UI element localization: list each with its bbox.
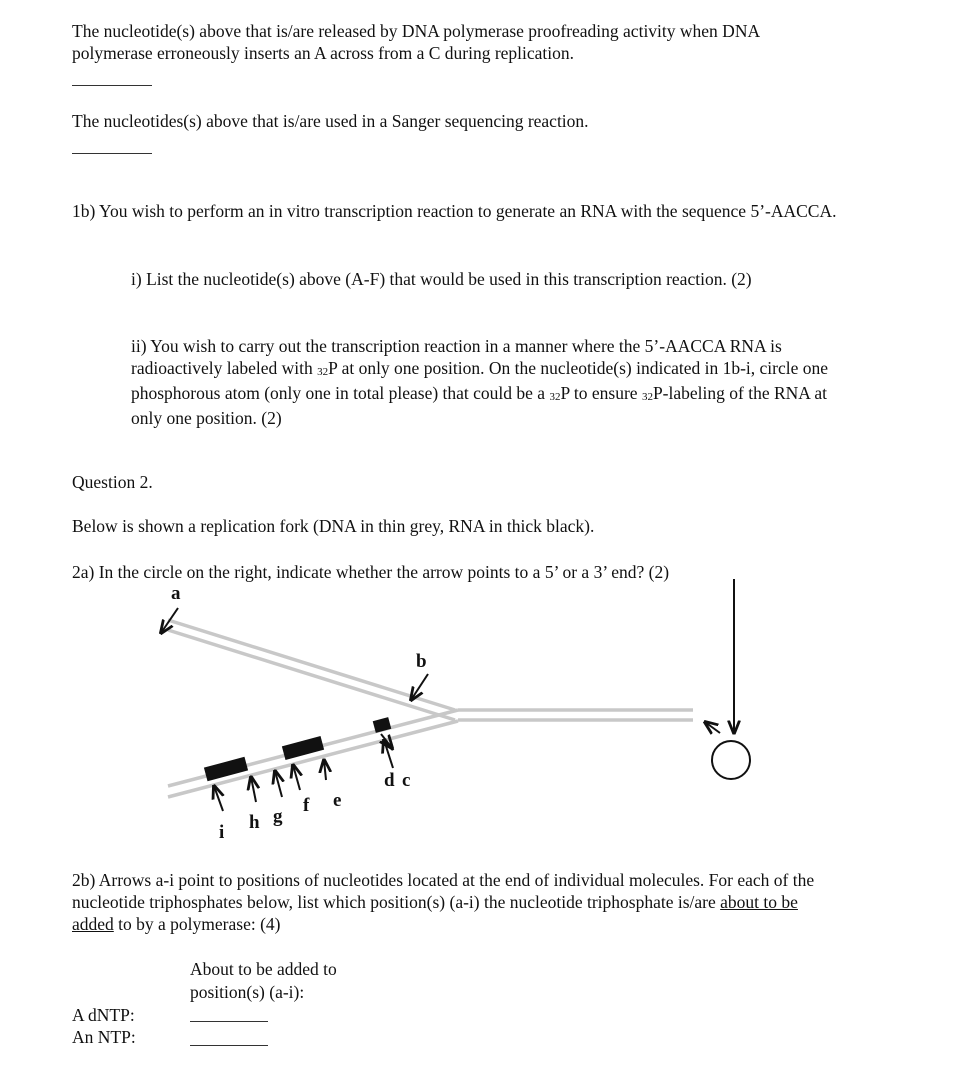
q1b-ii-part3: P to ensure [560, 383, 642, 403]
q1b-ii-part4: P-labeling of the RNA at only one position. (2) [131, 383, 827, 428]
row-label-ntp: An NTP: [72, 1027, 136, 1047]
label-d: d [384, 770, 395, 791]
answer-blank-ntp[interactable] [190, 1045, 268, 1046]
answer-blank-dntp[interactable] [190, 1021, 268, 1022]
arrow-h [251, 777, 256, 802]
rna-primer-3 [373, 717, 392, 733]
arrow-f [293, 765, 300, 790]
answer-column-header-line1: About to be added to [190, 959, 337, 979]
fork-description: Below is shown a replication fork (DNA in thin grey, RNA in thick black). [72, 516, 595, 536]
label-i: i [219, 822, 225, 843]
label-f: f [303, 795, 310, 816]
q2b-prompt [72, 869, 842, 935]
q1b-ii-part2: P at only one position. On the nucleotide(s) indicated in 1b-i, circle one phosphorous atom (only one in total please) that could be a [131, 358, 829, 403]
q1b-ii-part1: ii) You wish to carry out the transcription reaction in a manner where the 5’-AACCA RNA is radioactively labeled with [131, 336, 782, 378]
rna-primers [204, 717, 391, 781]
q1b-i-prompt: i) List the nucleotide(s) above (A-F) that would be used in this transcription reaction. (2) [131, 269, 752, 289]
arrow-i [214, 786, 223, 811]
dna-duplex-right [458, 710, 693, 720]
q2b-part3: to by a polymerase: (4) [113, 914, 281, 934]
arrow-e [324, 760, 326, 780]
arrow-g [275, 771, 282, 797]
q2b-part1: 2b) Arrows a-i point to positions of nucleotides located at the end of individual molecules. For each of the nucleotide triphosphates below, list which position(s) (a-i) the nucleotide triphosphate is/are [72, 870, 815, 912]
label-h: h [249, 812, 260, 833]
row-label-dntp: A dNTP: [72, 1005, 135, 1025]
isotope-label: 32 [317, 366, 329, 378]
proofreading-prompt: The nucleotide(s) above that is/are released by DNA polymerase proofreading activity when DNA polymerase erroneously inserts an A across from a C during replication. [72, 21, 760, 63]
answer-circle[interactable] [712, 741, 750, 779]
dna-strand-bottom [168, 710, 458, 797]
label-c: c [402, 770, 411, 791]
q2a-prompt: 2a) In the circle on the right, indicate whether the arrow points to a 5’ or a 3’ end? (2) [72, 562, 670, 582]
isotope-label: 32 [641, 391, 653, 403]
arrow-b [411, 674, 428, 700]
isotope-label: 32 [549, 391, 561, 403]
label-g: g [273, 806, 283, 827]
label-e: e [333, 790, 342, 811]
label-b: b [416, 651, 427, 672]
label-a: a [171, 583, 181, 604]
dna-strand-top [168, 620, 455, 720]
q2b-underlined: about to be added [72, 892, 798, 934]
answer-column-header-line2: position(s) (a-i): [190, 982, 305, 1002]
arrow-end-left [705, 722, 720, 733]
q1b-intro: 1b) You wish to perform an in vitro transcription reaction to generate an RNA with the sequence 5’-AACCA. [72, 201, 837, 221]
question-2-heading: Question 2. [72, 472, 153, 492]
sanger-prompt: The nucleotides(s) above that is/are used in a Sanger sequencing reaction. [72, 111, 589, 131]
